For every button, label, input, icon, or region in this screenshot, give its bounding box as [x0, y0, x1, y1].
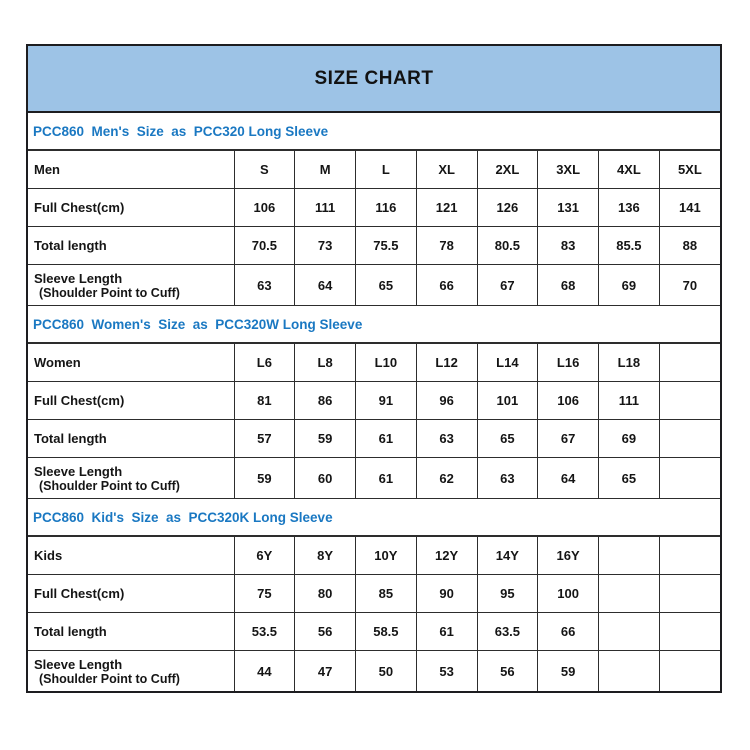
value-cell: 66	[416, 265, 477, 306]
value-cell: 91	[356, 382, 417, 420]
size-cell: L6	[234, 344, 295, 382]
value-cell: 70.5	[234, 227, 295, 265]
value-cell: 131	[538, 189, 599, 227]
women-size-table	[28, 343, 720, 499]
value-cell: 80	[295, 575, 356, 613]
size-cell: 8Y	[295, 537, 356, 575]
size-cell: XL	[416, 151, 477, 189]
size-header-row	[28, 344, 720, 382]
value-cell: 63	[234, 265, 295, 306]
row-label: Kids	[28, 537, 234, 575]
measurement-row	[28, 651, 720, 692]
row-label	[28, 382, 234, 420]
value-cell	[599, 613, 660, 651]
section-women	[28, 306, 720, 499]
value-cell: 85	[356, 575, 417, 613]
measurement-row	[28, 227, 720, 265]
size-cell: L10	[356, 344, 417, 382]
value-cell: 53	[416, 651, 477, 692]
value-cell: 67	[477, 265, 538, 306]
section-heading-women: PCC860 Women's Size as PCC320W Long Sleeve	[28, 306, 720, 343]
value-cell: 86	[295, 382, 356, 420]
row-label-text: Sleeve Length	[34, 463, 123, 479]
value-cell: 66	[538, 613, 599, 651]
men-size-table	[28, 150, 720, 306]
value-cell: 59	[295, 420, 356, 458]
row-label-text: Total length	[34, 431, 107, 446]
value-cell	[659, 613, 720, 651]
value-cell: 59	[234, 458, 295, 499]
size-cell: 5XL	[659, 151, 720, 189]
value-cell: 58.5	[356, 613, 417, 651]
value-cell: 63	[416, 420, 477, 458]
size-chart	[26, 44, 722, 693]
row-label-subtext: (Shoulder Point to Cuff)	[39, 478, 180, 493]
value-cell	[599, 575, 660, 613]
value-cell: 68	[538, 265, 599, 306]
row-label	[28, 458, 234, 499]
size-cell	[659, 537, 720, 575]
value-cell: 116	[356, 189, 417, 227]
row-label	[28, 575, 234, 613]
value-cell: 85.5	[599, 227, 660, 265]
measurement-row	[28, 382, 720, 420]
value-cell	[659, 575, 720, 613]
row-label	[28, 265, 234, 306]
measurement-row	[28, 613, 720, 651]
value-cell: 80.5	[477, 227, 538, 265]
value-cell: 56	[477, 651, 538, 692]
row-label	[28, 420, 234, 458]
value-cell: 75.5	[356, 227, 417, 265]
row-label-text: Total length	[34, 238, 107, 253]
value-cell: 62	[416, 458, 477, 499]
value-cell: 141	[659, 189, 720, 227]
size-cell: L18	[599, 344, 660, 382]
value-cell: 63.5	[477, 613, 538, 651]
size-cell: L14	[477, 344, 538, 382]
row-label: Women	[28, 344, 234, 382]
value-cell: 70	[659, 265, 720, 306]
section-kids	[28, 499, 720, 691]
value-cell	[599, 651, 660, 692]
value-cell: 111	[599, 382, 660, 420]
value-cell: 69	[599, 265, 660, 306]
value-cell: 111	[295, 189, 356, 227]
value-cell: 78	[416, 227, 477, 265]
size-cell: 14Y	[477, 537, 538, 575]
size-header-row	[28, 151, 720, 189]
size-chart-title: SIZE CHART	[28, 46, 720, 113]
measurement-row	[28, 420, 720, 458]
value-cell: 73	[295, 227, 356, 265]
size-cell: 2XL	[477, 151, 538, 189]
size-cell: 6Y	[234, 537, 295, 575]
value-cell: 61	[416, 613, 477, 651]
size-cell	[659, 344, 720, 382]
size-cell: 12Y	[416, 537, 477, 575]
size-cell: L8	[295, 344, 356, 382]
value-cell: 88	[659, 227, 720, 265]
value-cell: 56	[295, 613, 356, 651]
row-label: Men	[28, 151, 234, 189]
row-label-text: Sleeve Length	[34, 656, 123, 672]
value-cell: 81	[234, 382, 295, 420]
measurement-row	[28, 189, 720, 227]
measurement-row	[28, 265, 720, 306]
size-cell: 4XL	[599, 151, 660, 189]
size-cell: 16Y	[538, 537, 599, 575]
value-cell	[659, 458, 720, 499]
value-cell: 96	[416, 382, 477, 420]
value-cell: 53.5	[234, 613, 295, 651]
value-cell: 136	[599, 189, 660, 227]
row-label-text: Sleeve Length	[34, 270, 123, 286]
value-cell: 64	[295, 265, 356, 306]
value-cell: 61	[356, 420, 417, 458]
size-cell: L	[356, 151, 417, 189]
size-header-row	[28, 537, 720, 575]
section-heading-kids: PCC860 Kid's Size as PCC320K Long Sleeve	[28, 499, 720, 536]
value-cell: 65	[477, 420, 538, 458]
row-label	[28, 189, 234, 227]
value-cell: 106	[234, 189, 295, 227]
row-label-text: Full Chest(cm)	[34, 393, 125, 408]
value-cell: 59	[538, 651, 599, 692]
value-cell: 75	[234, 575, 295, 613]
value-cell: 44	[234, 651, 295, 692]
section-heading-men: PCC860 Men's Size as PCC320 Long Sleeve	[28, 113, 720, 150]
size-chart-sections	[28, 113, 720, 691]
value-cell: 65	[599, 458, 660, 499]
row-label-subtext: (Shoulder Point to Cuff)	[39, 671, 180, 686]
value-cell: 90	[416, 575, 477, 613]
size-cell: M	[295, 151, 356, 189]
measurement-row	[28, 575, 720, 613]
row-label-subtext: (Shoulder Point to Cuff)	[39, 285, 180, 300]
value-cell	[659, 651, 720, 692]
value-cell: 57	[234, 420, 295, 458]
value-cell: 69	[599, 420, 660, 458]
row-label	[28, 227, 234, 265]
row-label-text: Full Chest(cm)	[34, 200, 125, 215]
value-cell: 47	[295, 651, 356, 692]
row-label	[28, 613, 234, 651]
value-cell: 65	[356, 265, 417, 306]
row-label-text: Full Chest(cm)	[34, 586, 125, 601]
size-cell: S	[234, 151, 295, 189]
kids-size-table	[28, 536, 720, 691]
size-cell: 10Y	[356, 537, 417, 575]
size-cell: 3XL	[538, 151, 599, 189]
row-label-text: Total length	[34, 624, 107, 639]
measurement-row	[28, 458, 720, 499]
value-cell	[659, 420, 720, 458]
value-cell: 61	[356, 458, 417, 499]
size-cell: L12	[416, 344, 477, 382]
value-cell: 100	[538, 575, 599, 613]
size-cell	[599, 537, 660, 575]
value-cell	[659, 382, 720, 420]
value-cell: 121	[416, 189, 477, 227]
value-cell: 63	[477, 458, 538, 499]
value-cell: 50	[356, 651, 417, 692]
size-cell: L16	[538, 344, 599, 382]
value-cell: 101	[477, 382, 538, 420]
value-cell: 83	[538, 227, 599, 265]
value-cell: 67	[538, 420, 599, 458]
value-cell: 126	[477, 189, 538, 227]
value-cell: 60	[295, 458, 356, 499]
value-cell: 95	[477, 575, 538, 613]
section-men	[28, 113, 720, 306]
value-cell: 106	[538, 382, 599, 420]
value-cell: 64	[538, 458, 599, 499]
row-label	[28, 651, 234, 692]
